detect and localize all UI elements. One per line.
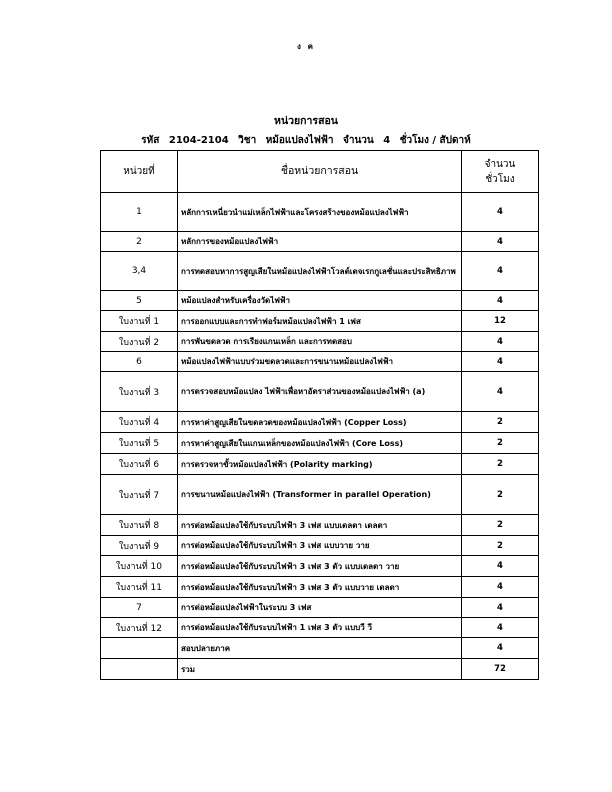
table-row bbox=[101, 659, 539, 680]
header-hours bbox=[462, 151, 539, 193]
hours-cell: 4 bbox=[462, 598, 539, 618]
name-cell: หม้อแปลงไฟฟ้าแบบร่วมขดลวดและการขนานหม้อแปลงไฟฟ้า bbox=[178, 352, 462, 372]
hours-cell: 4 bbox=[462, 638, 539, 659]
unit-cell: 1 bbox=[101, 193, 178, 232]
name-cell: การตรวจหาขั้วหม้อแปลงไฟฟ้า (Polarity marking) bbox=[178, 454, 462, 475]
table-row bbox=[101, 332, 539, 352]
hours-cell: 2 bbox=[462, 412, 539, 433]
unit-cell: ใบงานที่ 3 bbox=[101, 372, 178, 412]
name-cell: สอบปลายภาค bbox=[178, 638, 462, 659]
hours-cell: 4 bbox=[462, 332, 539, 352]
unit-cell: ใบงานที่ 4 bbox=[101, 412, 178, 433]
header-name: ชื่อหน่วยการสอน bbox=[178, 151, 462, 193]
unit-cell: ใบงานที่ 12 bbox=[101, 618, 178, 638]
table-row bbox=[101, 515, 539, 536]
hours-cell: 4 bbox=[462, 291, 539, 311]
teaching-units-table bbox=[100, 150, 539, 680]
name-cell: การทดสอบหาการสูญเสียในหม้อแปลงไฟฟ้าโวลต์เตจเรกกูเลชั่นและประสิทธิภาพ bbox=[178, 252, 462, 291]
table-row bbox=[101, 252, 539, 291]
name-cell: หม้อแปลงสำหรับเครื่องวัดไฟฟ้า bbox=[178, 291, 462, 311]
table-row bbox=[101, 618, 539, 638]
unit-cell: 3,4 bbox=[101, 252, 178, 291]
name-cell: การออกแบบและการทำฟอร์มหม้อแปลงไฟฟ้า 1 เฟส bbox=[178, 311, 462, 332]
course-info bbox=[0, 133, 612, 148]
hours-cell: 4 bbox=[462, 618, 539, 638]
unit-cell: 2 bbox=[101, 232, 178, 252]
unit-cell: ใบงานที่ 7 bbox=[101, 475, 178, 515]
unit-cell bbox=[101, 659, 178, 680]
header-hours-line1: จำนวน bbox=[484, 158, 516, 170]
course-code-label: รหัส bbox=[141, 135, 160, 146]
name-cell: หลักการเหนี่ยวนำแม่เหล็กไฟฟ้าและโครงสร้างของหม้อแปลงไฟฟ้า bbox=[178, 193, 462, 232]
hours-cell: 4 bbox=[462, 232, 539, 252]
unit-cell: 7 bbox=[101, 598, 178, 618]
table-row bbox=[101, 577, 539, 598]
unit-cell: ใบงานที่ 6 bbox=[101, 454, 178, 475]
name-cell: การต่อหม้อแปลงใช้กับระบบไฟฟ้า 1 เฟส 3 ตัว แบบวี วี bbox=[178, 618, 462, 638]
table-row bbox=[101, 232, 539, 252]
name-cell: การตรวจสอบหม้อแปลง ไฟฟ้าเพื่อหาอัตราส่วนของหม้อแปลงไฟฟ้า (a) bbox=[178, 372, 462, 412]
name-cell: การต่อหม้อแปลงใช้กับระบบไฟฟ้า 3 เฟส แบบวาย วาย bbox=[178, 536, 462, 556]
table-row bbox=[101, 598, 539, 618]
unit-cell: ใบงานที่ 8 bbox=[101, 515, 178, 536]
unit-cell: ใบงานที่ 2 bbox=[101, 332, 178, 352]
hours-cell: 4 bbox=[462, 556, 539, 577]
name-cell: การหาค่าสูญเสียในแกนเหล็กของหม้อแปลงไฟฟ้า (Core Loss) bbox=[178, 433, 462, 454]
table-row bbox=[101, 454, 539, 475]
table-row bbox=[101, 291, 539, 311]
name-cell: การหาค่าสูญเสียในขดลวดของหม้อแปลงไฟฟ้า (Copper Loss) bbox=[178, 412, 462, 433]
hours-unit: ชั่วโมง / สัปดาห์ bbox=[399, 135, 471, 146]
unit-cell: ใบงานที่ 5 bbox=[101, 433, 178, 454]
hours-cell: 4 bbox=[462, 352, 539, 372]
table-row bbox=[101, 475, 539, 515]
hours-cell: 2 bbox=[462, 515, 539, 536]
subject-name: หม้อแปลงไฟฟ้า bbox=[265, 135, 334, 146]
page-number: ง ค bbox=[296, 42, 316, 51]
name-cell: การต่อหม้อแปลงใช้กับระบบไฟฟ้า 3 เฟส แบบเดลตา เดลตา bbox=[178, 515, 462, 536]
name-cell: การขนานหม้อแปลงไฟฟ้า (Transformer in parallel Operation) bbox=[178, 475, 462, 515]
hours-cell: 2 bbox=[462, 475, 539, 515]
unit-cell: ใบงานที่ 1 bbox=[101, 311, 178, 332]
name-cell: หลักการของหม้อแปลงไฟฟ้า bbox=[178, 232, 462, 252]
table-row bbox=[101, 536, 539, 556]
name-cell: การพันขดลวด การเรียงแกนเหล็ก และการทดสอบ bbox=[178, 332, 462, 352]
table-row bbox=[101, 372, 539, 412]
table-row bbox=[101, 638, 539, 659]
header-unit: หน่วยที่ bbox=[101, 151, 178, 193]
header-hours-line2: ชั่วโมง bbox=[485, 173, 515, 185]
hours-cell: 72 bbox=[462, 659, 539, 680]
table-row bbox=[101, 352, 539, 372]
hours-cell: 4 bbox=[462, 193, 539, 232]
name-cell: การต่อหม้อแปลงใช้กับระบบไฟฟ้า 3 เฟส 3 ตัว แบบวาย เดลตา bbox=[178, 577, 462, 598]
table-header-row bbox=[101, 151, 539, 193]
hours-cell: 4 bbox=[462, 577, 539, 598]
table-row bbox=[101, 412, 539, 433]
hours-cell: 2 bbox=[462, 536, 539, 556]
name-cell: การต่อหม้อแปลงไฟฟ้าในระบบ 3 เฟส bbox=[178, 598, 462, 618]
hours-cell: 2 bbox=[462, 454, 539, 475]
unit-cell: ใบงานที่ 10 bbox=[101, 556, 178, 577]
subject-label: วิชา bbox=[238, 135, 257, 146]
document-title: หน่วยการสอน bbox=[274, 115, 338, 127]
hours-cell: 4 bbox=[462, 252, 539, 291]
hours-value: 4 bbox=[383, 135, 391, 146]
hours-cell: 2 bbox=[462, 433, 539, 454]
unit-cell: ใบงานที่ 9 bbox=[101, 536, 178, 556]
name-cell: การต่อหม้อแปลงใช้กับระบบไฟฟ้า 3 เฟส 3 ตัว แบบเดลตา วาย bbox=[178, 556, 462, 577]
hours-label: จำนวน bbox=[342, 135, 374, 146]
name-cell: รวม bbox=[178, 659, 462, 680]
unit-cell: 5 bbox=[101, 291, 178, 311]
table-row bbox=[101, 311, 539, 332]
hours-cell: 12 bbox=[462, 311, 539, 332]
table-row bbox=[101, 433, 539, 454]
unit-cell bbox=[101, 638, 178, 659]
course-code: 2104-2104 bbox=[168, 135, 229, 146]
table-row bbox=[101, 193, 539, 232]
unit-cell: 6 bbox=[101, 352, 178, 372]
hours-cell: 4 bbox=[462, 372, 539, 412]
table-row bbox=[101, 556, 539, 577]
unit-cell: ใบงานที่ 11 bbox=[101, 577, 178, 598]
